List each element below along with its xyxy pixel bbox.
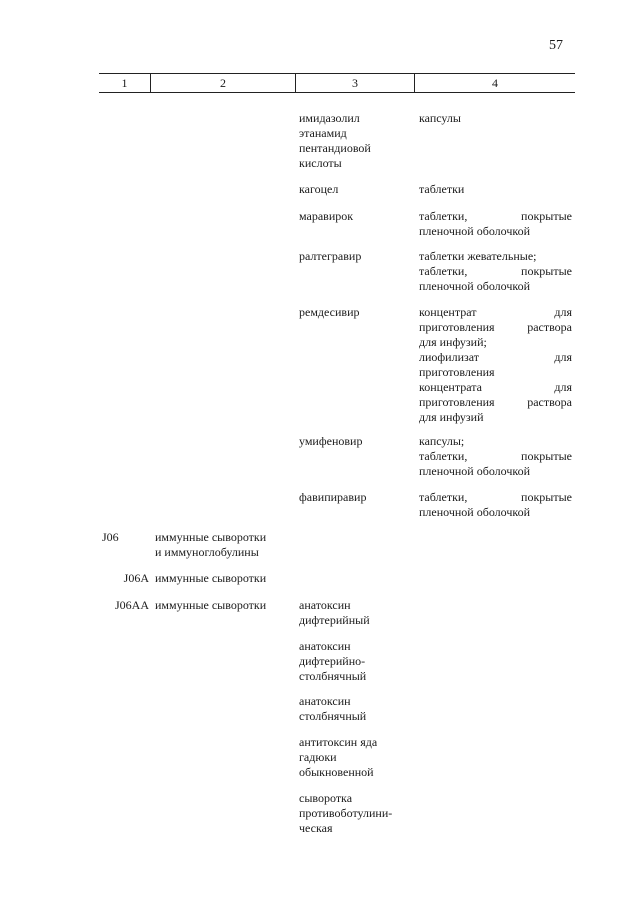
- dosage-form-line: лиофилизат для: [419, 350, 572, 364]
- drug-name-line: антитоксин яда: [299, 735, 378, 749]
- dosage-form-line: таблетки, покрытые: [419, 209, 572, 223]
- group-name: [155, 530, 295, 560]
- page-number: 57: [549, 38, 563, 53]
- drug-name: [299, 209, 399, 224]
- dosage-form-line: концентрата для: [419, 380, 572, 394]
- drug-name-line: столбнячный: [299, 669, 367, 683]
- column-header-1: 1: [121, 76, 128, 90]
- column-header-4: 4: [492, 76, 498, 90]
- dosage-form-line: для инфузий;: [419, 335, 487, 349]
- drug-name: [299, 735, 409, 780]
- drug-name-line: дифтерийно-: [299, 654, 366, 668]
- drug-name: [299, 305, 399, 320]
- dosage-form-line: таблетки, покрытые: [419, 449, 572, 463]
- drug-name: [299, 694, 409, 724]
- drug-name-line: имидазолил: [299, 111, 360, 125]
- dosage-form: [419, 182, 572, 197]
- dosage-form-line: пленочной оболочкой: [419, 464, 531, 478]
- drug-name-line: фавипиравир: [299, 490, 367, 504]
- drug-name: [299, 639, 409, 684]
- dosage-form-line: приготовления раствора: [419, 320, 572, 334]
- drug-name-line: анатоксин: [299, 694, 351, 708]
- dosage-form-line: для инфузий: [419, 410, 484, 424]
- dosage-form-line: таблетки, покрытые: [419, 490, 572, 504]
- dosage-form-line: пленочной оболочкой: [419, 279, 531, 293]
- drug-name: [299, 434, 399, 449]
- dosage-form: [419, 249, 572, 294]
- group-name-line: иммунные сыворотки: [155, 530, 267, 544]
- dosage-form-line: пленочной оболочкой: [419, 505, 531, 519]
- dosage-form-line: таблетки жевательные;: [419, 249, 537, 263]
- dosage-form: [419, 209, 572, 239]
- dosage-form-line: пленочной оболочкой: [419, 224, 531, 238]
- column-header-row: [99, 73, 575, 93]
- drug-name-line: ремдесивир: [299, 305, 360, 319]
- group-name-line: иммунные сыворотки: [155, 598, 267, 612]
- dosage-form: [419, 305, 572, 425]
- drug-name-line: сыворотка: [299, 791, 353, 805]
- drug-name-line: этанамид: [299, 126, 347, 140]
- drug-name: [299, 791, 409, 836]
- column-header-2: 2: [220, 76, 226, 90]
- drug-name-line: столбнячный: [299, 709, 367, 723]
- drug-name-line: анатоксин: [299, 598, 351, 612]
- atc-code: J06: [102, 530, 119, 544]
- dosage-form: [419, 490, 572, 520]
- drug-name-line: кагоцел: [299, 182, 339, 196]
- atc-code: J06A: [123, 571, 149, 585]
- dosage-form: [419, 434, 572, 479]
- drug-name-line: дифтерийный: [299, 613, 370, 627]
- drug-name-line: кислоты: [299, 156, 342, 170]
- drug-name-line: гадюки: [299, 750, 337, 764]
- dosage-form-line: капсулы;: [419, 434, 465, 448]
- group-name: [155, 571, 295, 586]
- drug-name: [299, 249, 399, 264]
- drug-name: [299, 490, 399, 505]
- group-name-line: и иммуноглобулины: [155, 545, 259, 559]
- dosage-form-line: таблетки: [419, 182, 465, 196]
- drug-name: [299, 182, 399, 197]
- drug-name: [299, 111, 399, 171]
- group-name-line: иммунные сыворотки: [155, 571, 267, 585]
- drug-name: [299, 598, 409, 628]
- drug-name-line: противоботулини-: [299, 806, 393, 820]
- column-header-3: 3: [352, 76, 358, 90]
- dosage-form-line: приготовления: [419, 365, 495, 379]
- drug-name-line: анатоксин: [299, 639, 351, 653]
- drug-name-line: пентандиовой: [299, 141, 371, 155]
- drug-name-line: умифеновир: [299, 434, 363, 448]
- drug-name-line: маравирок: [299, 209, 354, 223]
- dosage-form-line: концентрат для: [419, 305, 572, 319]
- dosage-form-line: приготовления раствора: [419, 395, 572, 409]
- drug-name-line: ческая: [299, 821, 333, 835]
- dosage-form: [419, 111, 572, 126]
- atc-code: J06AA: [114, 598, 149, 612]
- drug-name-line: обыкновенной: [299, 765, 374, 779]
- dosage-form-line: капсулы: [419, 111, 461, 125]
- drug-name-line: ралтегравир: [299, 249, 362, 263]
- dosage-form-line: таблетки, покрытые: [419, 264, 572, 278]
- group-name: [155, 598, 295, 613]
